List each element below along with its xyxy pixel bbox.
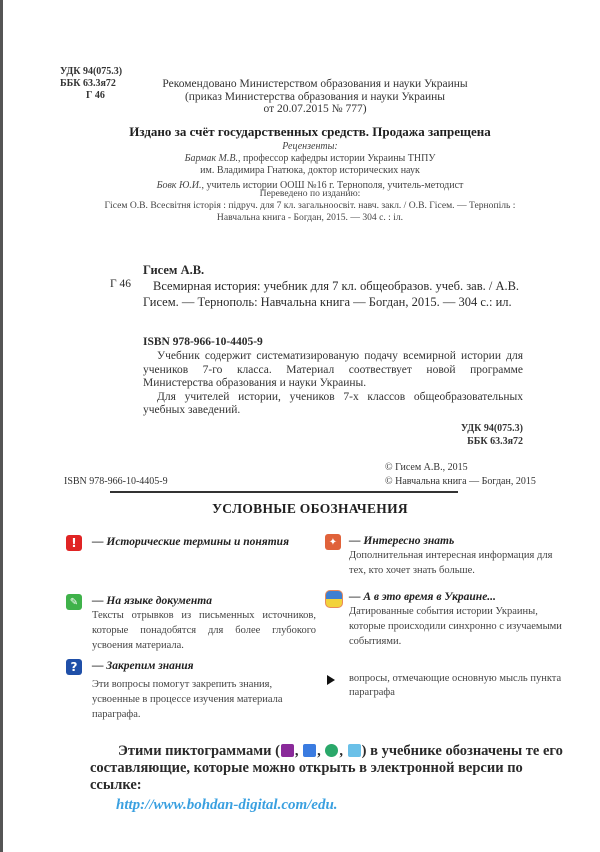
- legend-heading: — На языке документа: [92, 595, 212, 607]
- legend-heading: — Исторические термины и понятия: [92, 536, 289, 548]
- author-code: Г 46: [86, 90, 105, 101]
- recommendation-line: от 20.07.2015 № 777): [263, 103, 367, 115]
- reviewer-name: Бовк Ю.И.: [156, 180, 202, 191]
- page-edge: [0, 0, 3, 852]
- recommendation-line: Рекомендовано Министерством образования и науки Украины: [162, 78, 468, 90]
- udk-code: УДК 94(075.3): [460, 423, 523, 434]
- legend-item-interesting: [325, 534, 565, 578]
- catalog-bibliography: Всемирная история: учебник для 7 кл. общеобразов. учеб. зав. / А.В. Гисем. — Тернополь: Навчальна книга — Богдан, 2015. — 304 с.: ил.: [143, 279, 520, 309]
- photo-icon: [281, 744, 294, 757]
- legend-description: вопросы, отмечающие основную мысль пункта параграфа: [349, 673, 562, 698]
- translation-line: Навчальна книга - Богдан, 2015. — 304 с. : іл.: [216, 212, 404, 223]
- interactive-icon: [348, 744, 361, 757]
- udk-code: УДК 94(075.3): [60, 66, 123, 77]
- digital-text: Этими пиктограммами (: [118, 743, 280, 759]
- legend-description: Датированные события истории Украины, которые происходили синхронно с изучаемыми событиями.: [349, 606, 562, 647]
- legend-title: УСЛОВНЫЕ ОБОЗНАЧЕНИЯ: [212, 501, 408, 516]
- recommendation-line: (приказ Министерства образования и науки Украины: [184, 90, 446, 103]
- free-notice: Издано за счёт государственных средств. Продажа запрещена: [129, 124, 491, 139]
- legend-heading: — А в это время в Украине...: [349, 591, 496, 603]
- annotation-paragraph: Для учителей истории, учеников 7-х классов общеобразовательных учебных заведений.: [143, 390, 523, 416]
- audio-icon: [325, 744, 338, 757]
- reviewer-info: , профессор кафедры истории Украины ТНПУ: [237, 153, 436, 164]
- reviewer-info: им. Владимира Гнатюка, доктор исторических наук: [200, 165, 420, 176]
- translation-line: Гісем О.В. Всесвітня історія : підруч. для 7 кл. загальноосвіт. навч. закл. / О.В. Гісем. — Тернопіль :: [104, 200, 516, 211]
- triangle-arrow-icon: [327, 675, 335, 685]
- digital-text: ) в учебнике обозначены те его составляющие, которые можно открыть в электронной версии по ссылке:: [90, 743, 563, 793]
- copyright: [385, 461, 536, 489]
- video-icon: [303, 744, 316, 757]
- document-icon: ✎: [66, 594, 82, 610]
- catalog-isbn: ISBN 978-966-10-4405-9: [143, 336, 263, 348]
- reviewer-name: Бармак М.В.: [184, 153, 238, 164]
- reviewers: [60, 141, 560, 192]
- legend-item-terms: [66, 535, 316, 549]
- catalog-author: Гисем А.В.: [143, 263, 205, 277]
- legend-item-ukraine: [325, 590, 565, 649]
- copyright-author: © Гисем А.В., 2015: [385, 462, 468, 473]
- legend-item-document: [66, 594, 316, 653]
- annotation-paragraph: Учебник содержит систематизированую подачу всемирной истории для учеников 7-го класса. Материал соотвествует новой программе Министерства образования и науки Украины.: [143, 350, 523, 389]
- catalog-annotation: [143, 350, 523, 418]
- catalog-code: Г 46: [110, 278, 132, 290]
- legend-item-review: [66, 659, 316, 722]
- recommendation: [100, 78, 530, 116]
- lightbulb-icon: ✦: [325, 534, 341, 550]
- exclamation-icon: !: [66, 535, 82, 551]
- footer-isbn: ISBN 978-966-10-4405-9: [64, 476, 168, 487]
- reviewer-info: , учитель истории ООШ №16 г. Тернополя, учитель-методист: [201, 180, 464, 191]
- legend-heading: — Интересно знать: [349, 535, 455, 547]
- translation-source: [60, 188, 560, 224]
- reviewers-title: Рецензенты:: [282, 141, 338, 152]
- bbk-code: ББК 63.3я72: [60, 78, 116, 89]
- divider: [110, 491, 458, 493]
- question-icon: ?: [66, 659, 82, 675]
- bbk-code: ББК 63.3я72: [467, 435, 523, 447]
- legend-heading: — Закрепим знания: [92, 660, 194, 672]
- copyright-publisher: © Навчальна книга — Богдан, 2015: [385, 476, 536, 487]
- translation-title: Переведено по изданию:: [259, 188, 361, 199]
- digital-version-note: Этими пиктограммами ( , , , ) в учебнике обозначены те его составляющие, которые можно открыть в электронной версии по ссылке:: [90, 743, 563, 793]
- legend-description: Эти вопросы помогут закрепить знания, усвоенные в процессе изучения материала параграфа.: [92, 679, 283, 720]
- legend-item-key-questions: [325, 672, 565, 700]
- ukraine-flag-icon: [325, 590, 343, 608]
- legend-description: Тексты отрывков из письменных источников, которые понадобятся для более глубокого усвоения материала.: [92, 610, 316, 651]
- catalog-udk: [400, 423, 523, 448]
- legend-description: Дополнительная интересная информация для тех, кто хочет знать больше.: [349, 550, 553, 576]
- digital-link[interactable]: http://www.bohdan-digital.com/edu.: [116, 797, 338, 813]
